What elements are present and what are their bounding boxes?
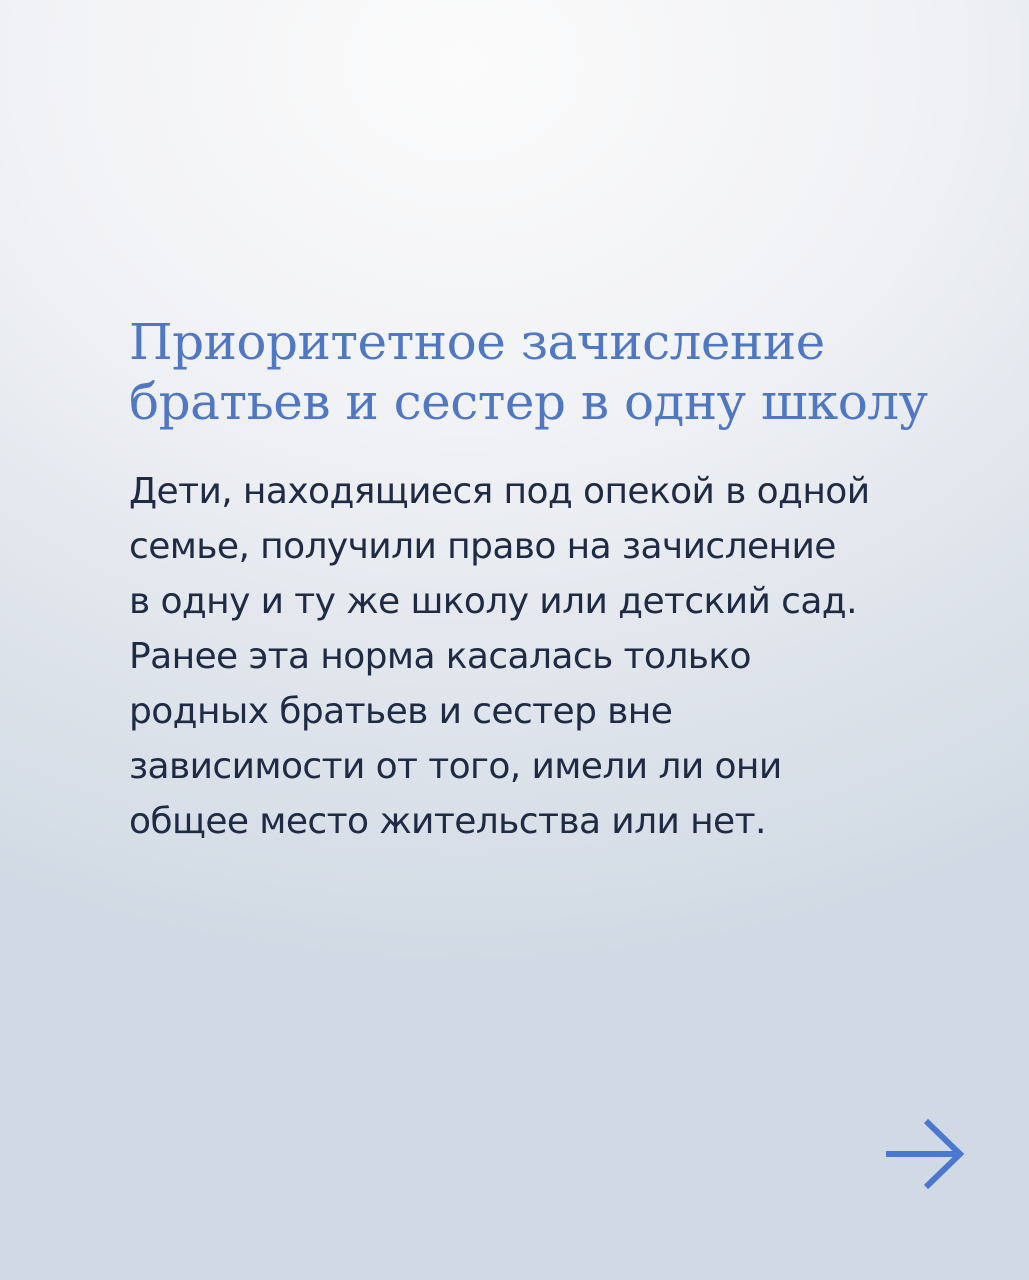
body-line-2: семье, получили право на зачисление — [129, 526, 836, 567]
body-line-4: Ранее эта норма касалась только — [129, 636, 751, 677]
arrow-right-icon[interactable] — [884, 1118, 966, 1190]
body-line-3: в одну и ту же школу или детский сад. — [129, 581, 857, 622]
slide-title-line-2: братьев и сестер в одну школу — [129, 373, 928, 431]
body-line-7: общее место жительства или нет. — [129, 801, 766, 842]
body-line-6: зависимости от того, имели ли они — [129, 746, 782, 787]
body-line-5: родных братьев и сестер вне — [129, 691, 673, 732]
slide-title-line-1: Приоритетное зачисление — [129, 313, 825, 371]
slide-title — [129, 312, 989, 432]
body-line-1: Дети, находящиеся под опекой в одной — [129, 471, 870, 512]
slide-body-text — [129, 464, 989, 849]
